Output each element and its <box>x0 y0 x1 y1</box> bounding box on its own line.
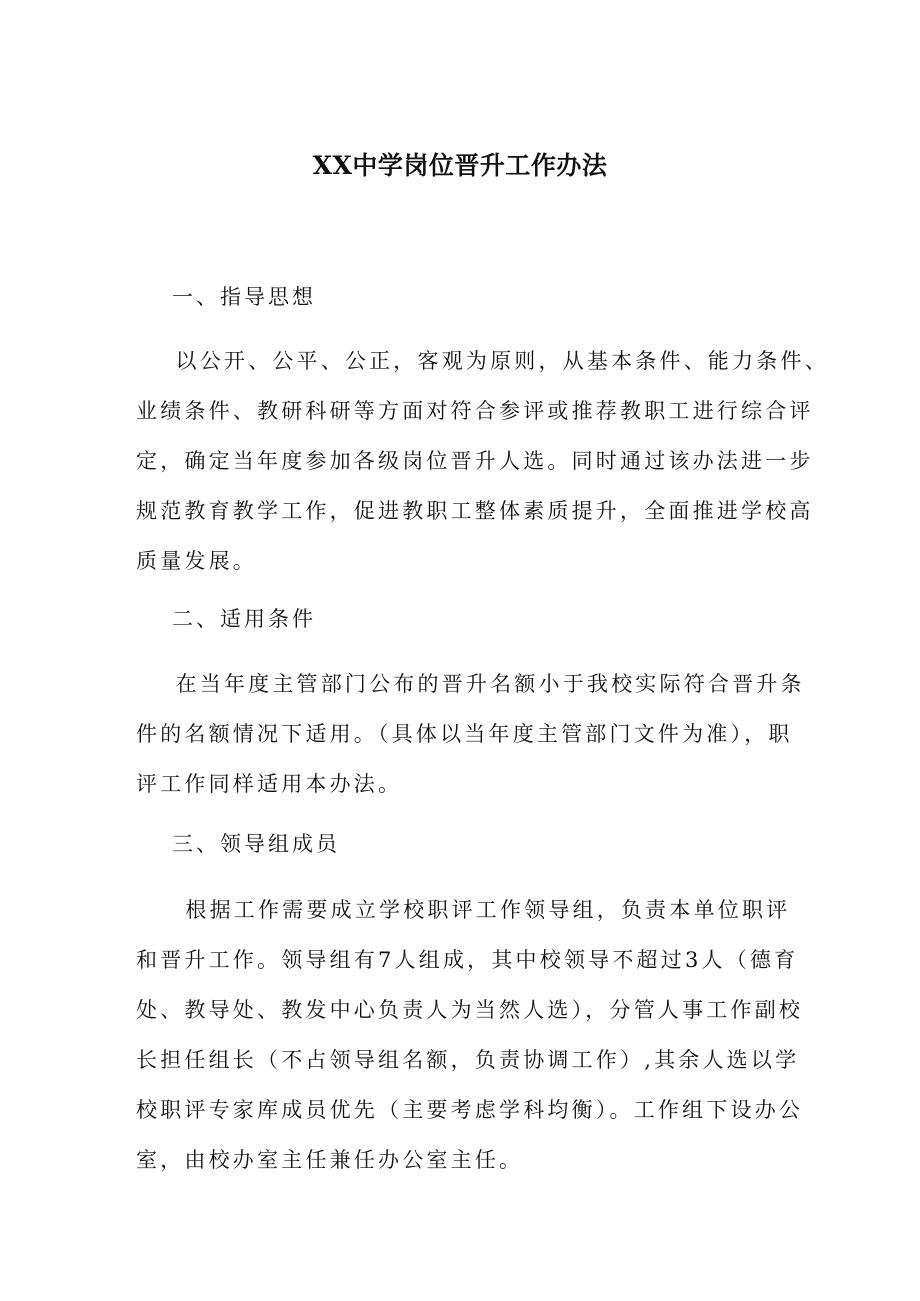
paragraph-line: 处、教导处、教发中心负责人为当然人选），分管人事工作副校 <box>136 998 804 1022</box>
paragraph-line: 和晋升工作。领导组有7人组成，其中校领导不超过3人（德育 <box>136 948 799 972</box>
section-heading-guiding-principles: 一、指导思想 <box>172 285 316 309</box>
paragraph-line: 质量发展。 <box>136 549 257 573</box>
paragraph-line: 业绩条件、教研科研等方面对符合参评或推荐教职工进行综合评 <box>136 399 814 423</box>
section-paragraph-guiding-principles <box>136 336 829 586</box>
paragraph-line: 长担任组长（不占领导组名额，负责协调工作）,其余人选以学 <box>136 1048 800 1072</box>
section-heading-leadership-members: 三、领导组成员 <box>172 832 340 856</box>
paragraph-line: 定，确定当年度参加各级岗位晋升人选。同时通过该办法进一步 <box>136 449 814 473</box>
section-heading-applicable-conditions: 二、适用条件 <box>172 607 316 631</box>
paragraph-line: 根据工作需要成立学校职评工作领导组，负责本单位职评 <box>136 898 791 922</box>
paragraph-line: 室，由校办室主任兼任办公室主任。 <box>136 1148 524 1172</box>
section-paragraph-applicable-conditions <box>136 659 804 809</box>
document-title: XX中学岗位晋升工作办法 <box>312 151 608 180</box>
section-paragraph-leadership-members <box>136 885 804 1185</box>
paragraph-line: 在当年度主管部门公布的晋升名额小于我校实际符合晋升条 <box>136 672 805 696</box>
paragraph-line: 件的名额情况下适用。（具体以当年度主管部门文件为准），职 <box>136 722 793 746</box>
paragraph-line: 校职评专家库成员优先（主要考虑学科均衡）。工作组下设办公 <box>136 1098 804 1122</box>
paragraph-line: 以公开、公平、公正，客观为原则，从基本条件、能力条件、 <box>136 349 829 373</box>
paragraph-line: 规范教育教学工作，促进教职工整体素质提升，全面推进学校高 <box>136 499 814 523</box>
paragraph-line: 评工作同样适用本办法。 <box>136 772 403 796</box>
